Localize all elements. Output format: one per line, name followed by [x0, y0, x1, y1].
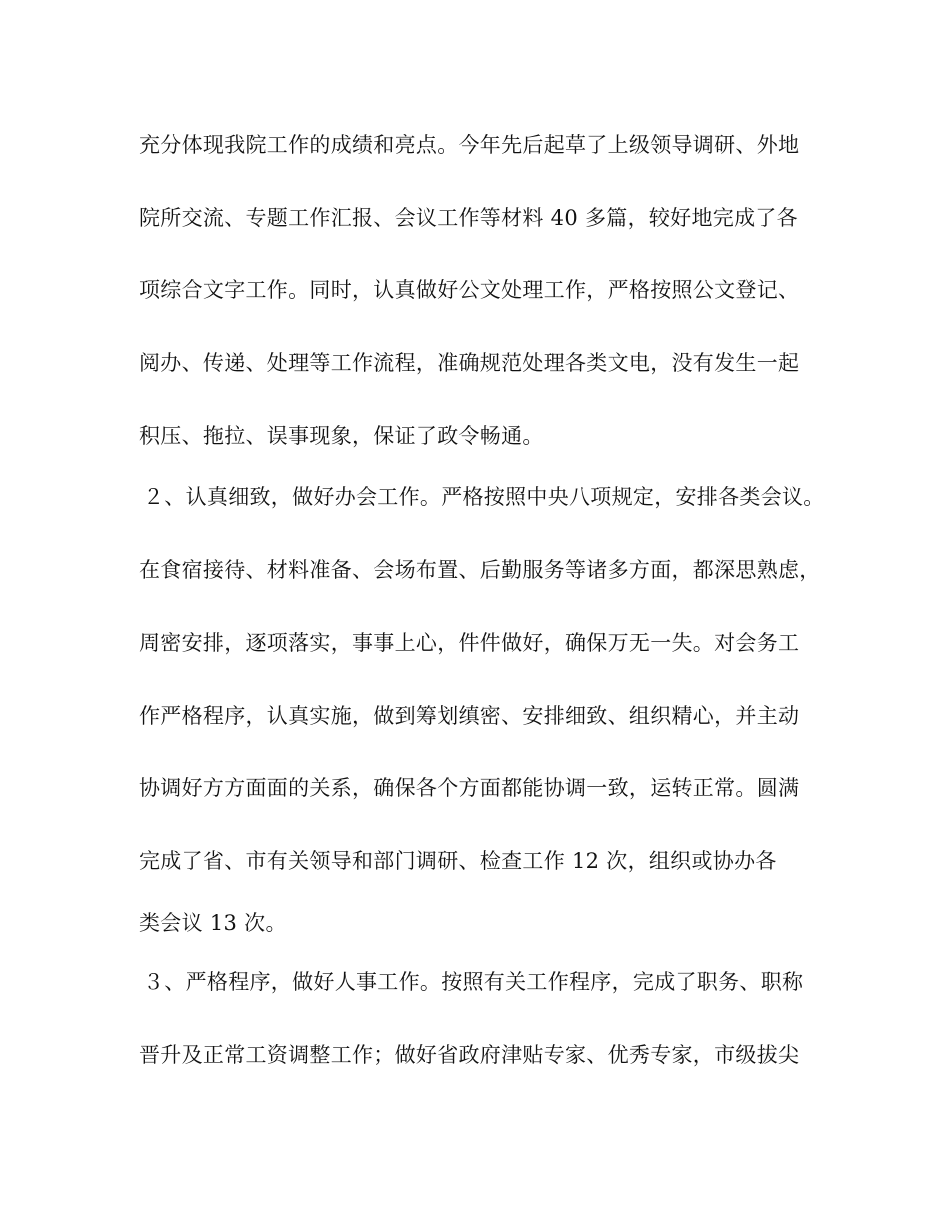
- section-2-heading-line: ２、认真细致，做好办会工作。严格按照中央八项规定，安排各类会议。: [143, 485, 825, 509]
- text-line-9: 作严格程序，认真实施，做到筹划缜密、安排细致、组织精心，并主动: [139, 704, 800, 728]
- text-line-11: 完成了省、市有关领导和部门调研、检查工作 12 次，组织或协办各: [139, 849, 777, 873]
- text-line-10: 协调好方方面面的关系，确保各个方面都能协调一致，运转正常。圆满: [139, 776, 800, 800]
- text-line-3: 项综合文字工作。同时，认真做好公文处理工作，严格按照公文登记、: [139, 278, 800, 302]
- text-line-7: 在食宿接待、材料准备、会场布置、后勤服务等诸多方面，都深思熟虑，: [139, 558, 821, 582]
- text-line-8: 周密安排，逐项落实，事事上心，件件做好，确保万无一失。对会务工: [139, 631, 800, 655]
- text-line-14: 晋升及正常工资调整工作；做好省政府津贴专家、优秀专家，市级拔尖: [139, 1043, 800, 1067]
- text-line-1: 充分体现我院工作的成绩和亮点。今年先后起草了上级领导调研、外地: [139, 133, 800, 157]
- section-3-heading-line: ３、严格程序，做好人事工作。按照有关工作程序，完成了职务、职称: [143, 970, 804, 994]
- text-line-5: 积压、拖拉、误事现象，保证了政令畅通。: [139, 424, 544, 448]
- text-line-4: 阅办、传递、处理等工作流程，准确规范处理各类文电，没有发生一起: [139, 351, 800, 375]
- text-line-2: 院所交流、专题工作汇报、会议工作等材料 40 多篇，较好地完成了各: [139, 206, 798, 230]
- text-line-12: 类会议 13 次。: [139, 911, 287, 935]
